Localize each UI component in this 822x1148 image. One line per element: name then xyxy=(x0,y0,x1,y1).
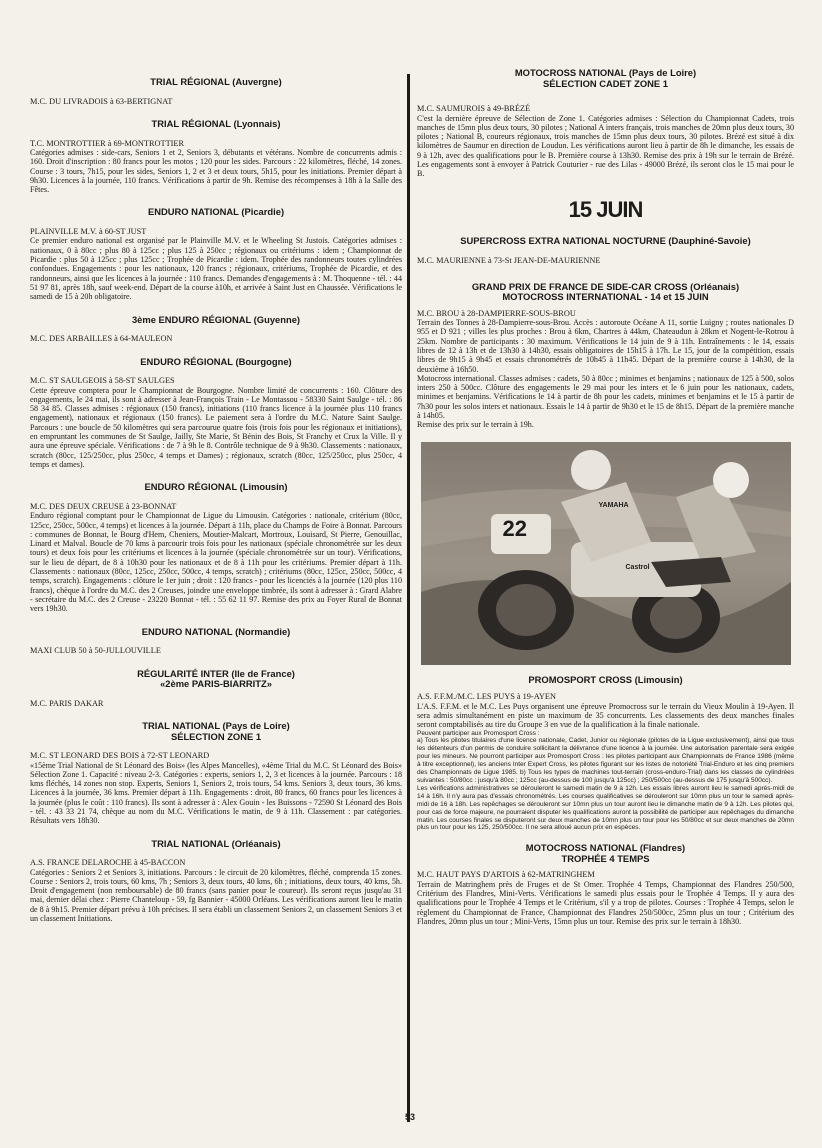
event-section xyxy=(30,207,402,301)
sponsor-label-1: YAMAHA xyxy=(598,501,629,509)
section-supercross xyxy=(417,236,794,266)
left-column xyxy=(30,68,402,923)
section-body: L'A.S. F.F.M. et le M.C. Les Puys organisent une épreuve Promocross sur le terrain du Vieux Moulin à 19-Ayen. Il sera admis simultanément en piste un maximum de 35 concurrents. Les classements des deux manches finales seront comptabilisés au tire du Groupe 3 en vue de la qualification à la finale nationale. xyxy=(417,701,794,730)
club-line: M.C. BROU à 28-DAMPIERRE-SOUS-BROU xyxy=(417,308,576,318)
club-line: PLAINVILLE M.V. à 60-ST JUST xyxy=(30,226,147,236)
club-line: M.C. ST LEONARD DES BOIS à 72-ST LEONARD xyxy=(30,751,210,760)
section-heading: ENDURO RÉGIONAL (Bourgogne) xyxy=(140,355,292,367)
club-line: T.C. MONTROTTIER à 69-MONTROTTIER xyxy=(30,138,185,148)
section-body-3: Remise des prix sur le terrain à 19h. xyxy=(417,420,534,430)
event-section xyxy=(30,77,402,106)
section-heading: ENDURO NATIONAL (Normandie) xyxy=(141,625,291,637)
club-line: M.C. SAUMUROIS à 49-BRÉZÉ xyxy=(417,104,531,113)
section-grand-prix xyxy=(417,282,794,430)
section-body-2: Motocross international. Classes admises : cadets, 50 à 80cc ; minimes et benjamins ; nationaux de 125 à 500, solos inters 250 à 500cc. Clôture des engagements le 29 mai pour les inters et le 6 juin pour les nationaux, cadets, minimes et benjamins. Vérifications le 14 à partir de 8h pour les cadets, minimes et benjamins et le 15 à partir de 7h30 pour les solos inters et nationaux. Essais le 14 à partir de 9h30 et le 15 de 8h15. Départ de la première manche à 14h05. xyxy=(417,373,794,421)
event-section xyxy=(30,357,402,470)
section-heading: TRIAL NATIONAL (Orléanais) xyxy=(151,837,281,849)
section-heading: MOTOCROSS NATIONAL (Flandres) TROPHÉE 4 TEMPS xyxy=(525,842,686,864)
date-heading: 15 JUIN xyxy=(568,196,643,222)
section-body: «15ème Trial National de St Léonard des Bois» (les Alpes Mancelles), «4ème Trial du M.C. St Léonard des Bois» Sélection Zone 1. Capacité : niveau 2-3. Catégories : experts, seniors 1, 2, 3 et licences à la journée. Parcours : 18 kms fléchés, 14 zones non stop. Experts, Seniors 1, Seniors 2, trois tours, 54 kms. Seniors 3, deux tours, 36 kms. Licences à la journée, 36 kms. Premier départ à 11h. Engagements : droit, 80 francs, 60 francs pour les licences à la journée (plus le coût : 110 francs). Ils sont à adresser à : Alex Gouin - les Buissons - 72590 St Léonard des Bois - tél. : 43 33 21 74, chèque au nom du M.C. Vérifications le matin, de 9 à 11h. Classement : par catégories. Résultats vers 18h30. xyxy=(30,760,402,826)
section-body: Terrain de Matringhem près de Fruges et de St Omer. Trophée 4 Temps, Championnat des Flandres 250/500, Critérium des Flandres, Mini-Verts. Vérifications le samedi plus essais pour le Trophée 4 Temps. Il y aura des qualifications pour le Trophée 4 Temps et le Critérium, s'il y a trop de pilotes. Courses : Trophée 4 Temps, selon le règlement du Championnat de France, Championnat des Flandres 250/500cc, 25mn plus un tour ; Critérium des Flandres, 20mn plus un tour ; Mini-Verts, 15mn plus un tour. Remise des prix sur le terrain à 18h30. xyxy=(417,879,794,926)
club-line: A.S. F.F.M./M.C. LES PUYS à 19-AYEN xyxy=(417,692,556,702)
event-section xyxy=(30,627,402,656)
event-section xyxy=(30,119,402,194)
club-line: M.C. ST SAULGEOIS à 58-ST SAULGES xyxy=(30,376,175,386)
club-line: M.C. HAUT PAYS D'ARTOIS à 62-MATRINGHEM xyxy=(417,870,595,880)
section-heading: SUPERCROSS EXTRA NATIONAL NOCTURNE (Dauphiné-Savoie) xyxy=(460,234,751,246)
club-line: M.C. PARIS DAKAR xyxy=(30,698,104,708)
club-line: MAXI CLUB 50 à 50-JULLOUVILLE xyxy=(30,646,161,655)
section-heading: 3ème ENDURO RÉGIONAL (Guyenne) xyxy=(131,313,301,325)
section-body: Catégories : Seniors 2 et Seniors 3, initiations. Parcours : le circuit de 20 kilomètres, fléché, comprenda 15 zones. Course : Seniors 2, trois tours, 60 kms, 7h ; Seniors 3, deux tours, 40 kms, 6h ; initiations, deux tours, 40 kms, 5h. Droit d'engagement (non remboursable) de 80 francs (sans panier pour le coureur). Ils seront reçus jusqu'au 31 mai, dernier délai chez : Pierre Chanteloup - 59, fg Bannier - 45000 Orléans. Les vérifications auront lieu le matin de 8 à 9h15. Premier départ prévu à 10h précises. Il sera établi un classement Seniors 2, un classement Seniors 3 et un classement Initiations. xyxy=(30,867,402,924)
section-heading: ENDURO RÉGIONAL (Limousin) xyxy=(144,481,288,493)
event-section xyxy=(30,315,402,344)
sidecar-photo-illustration xyxy=(421,442,791,665)
section-heading: GRAND PRIX DE FRANCE DE SIDE-CAR CROSS (Orléanais) MOTOCROSS INTERNATIONAL - 14 et 15 JUIN xyxy=(471,280,740,303)
right-column xyxy=(417,68,794,926)
section-motocross-flandres xyxy=(417,843,794,926)
section-heading: ENDURO NATIONAL (Picardie) xyxy=(147,206,285,218)
club-line: M.C. DES ARBAILLES à 64-MAULEON xyxy=(30,334,173,344)
page-number: 53 xyxy=(405,1112,416,1122)
club-line: M.C. MAURIENNE à 73-St JEAN-DE-MAURIENNE xyxy=(417,256,601,266)
sidecar-photo xyxy=(421,442,791,665)
section-heading: TRIAL RÉGIONAL (Auvergne) xyxy=(150,76,282,87)
section-fine-print-3: Les vérifications administratives se dérouleront le samedi matin de 9 à 12h. Les essais libres auront lieu le samedi après-midi de 14 à 16h. Il n'y aura pas d'essais chronométrés. Les courses qualificatives se dérouleront sur 10mn plus un tour le samedi après-midi de 16 à 18h. Les repêchages se dérouleront sur 10mn plus un tour auront lieu le dimanche matin de 9 à 12h. Les pilotes qui, pour cas de force majeure, ne pourraient disputer les qualifications auront la possibilité de participer aux repêchages du dimanche matin. Les courses finales se disputeront sur deux manches de 10mn plus un tour pour les 50/80cc et sur deux manches de 20mn plus un tour pour les 125, 250/500cc. Il ne sera alloué aucun prix en espèces. xyxy=(417,784,794,832)
section-body: C'est la dernière épreuve de Sélection de Zone 1. Catégories admises : Sélection du Championnat Cadets, trois manches de 15mn plus deux tours, 30 pilotes ; National A inters français, trois manches de 20mn plus deux tours, 30 pilotes ; National B, coureurs régionaux, trois manches de 15mn plus deux tours, 30 pilotes. Brézé est situé à dix kilomètres de Saumur en direction de Loudun. Les vérifications auront lieu à partir de 8h le dimanche, les essais de 9 à 12h, avec des qualifications pour le B. Première course à 13h30. Remise des prix à 19h sur le terrain de Brézé. Les engagements sont à envoyer à Patrick Couturier - rue des Lilas - 49000 Brézé, ils seront clos le 15 mai pour le B. xyxy=(417,113,794,179)
section-body: Catégories admises : side-cars, Seniors 1 et 2, Seniors 3, débutants et vétérans. Nombre de concurrents admis : 160. Droit d'inscription : 80 francs pour les motos ; 120 pour les sides. Parcours : 22 kilomètres, fléché, 14 zones. Course : 3 tours, 7h15, pour les sides, Seniors 1, 2 et 3 et deux tours, 5h15, pour les initiations. Premier départ à 9h30. Licences à la journée, 110 francs. Vérifications à partir de 9h. Remise des récompenses à 18h à la Salle des Fêtes. xyxy=(30,148,402,195)
section-heading: PROMOSPORT CROSS (Limousin) xyxy=(528,673,683,685)
section-body: Enduro régional comptant pour le Championnat de Ligue du Limousin. Catégories : nationale, critérium (80cc, 125cc, 250cc, 500cc, 4 temps) et licences à la journée. Départ à 11h, place du Champs de Foire à Bonnat. Parcours : communes de Bonnat, le Bourg d'Hem, Cheniers, Moutier-Malcart, Mortroux, Louisard, St Pierre, Genouillac, Linard et Malval. Boucle de 70 kms à parcourir trois fois pour les nationaux (spéciale chronométrée sur les deux tours) et deux fois pour les critériums et licences à la journée (spéciale chronométrée sur un tour). Vérifications, sur le lieu de départ, de 8 à 10h30 pour les nationaux et de 8 à 11h pour les critériums. Premier départ à 11h. Classements : nationaux (80cc, 125cc, 250cc, 500cc, 4 temps, scratch) ; critériums (80cc, 125cc, 250cc, 500cc, 4 temps, scratch). Engagements : clôture le 1er juin ; droit : 120 francs - pour les licenciés à la journée (120 plus 110 francs), chèque à l'ordre du M.C. des 2 Creuses, joindre une enveloppe timbrée, ils sont à adresser à : Grard Alabre - secrétaire du M.C. des 2 Creuse - 23220 Bonnat - tél. : 55 62 11 97. Remise des prix au Foyer Rural de Bonnat vers 19h30. xyxy=(30,511,402,614)
section-heading: MOTOCROSS NATIONAL (Pays de Loire) SÉLECTION CADET ZONE 1 xyxy=(514,67,697,89)
event-section xyxy=(30,669,402,709)
section-fine-print-2: a) Tous les pilotes titulaires d'une licence nationale, Cadet, Junior ou régionale (pilotes de la Ligue exclusivement), ainsi que tous les détenteurs d'un permis de conduire sollicitant la délivrance d'une licence à la journée. Une autorisation parentale sera exigée pour les mineurs. Ne pourront participer aux Promosport Cross : les pilotes participant aux Championnats de France 1986 (même à titre exceptionnel), les anciens Inter Expert Cross, les pilotes figurant sur les listes de notoriété Trial-Enduro et les cinq premiers des Championnats de Ligue 1985. b) Tous les types de machines tout-terrain (cross-enduro-Trial) dans les classes de cylindrées suivantes : 50/80cc : jusqu'à 80cc ; 125cc (au-dessus de 100 jusqu'à 125cc) ; 250/500cc (au-dessus de 175 jusqu'à 500cc). xyxy=(417,737,794,784)
section-heading: RÉGULARITÉ INTER (Ile de France) «2ème PARIS-BIARRITZ» xyxy=(137,667,295,689)
club-line: A.S. FRANCE DELAROCHE à 45-BACCON xyxy=(30,858,186,868)
section-body: Terrain des Tonnes à 28-Dampierre-sous-Brou. Accès : autoroute Océane A 11, sortie Luigny ; routes nationales D 955 et D 921 ; villes les plus proches : Brou à 6km, Chartres à 44km, Chateaudun à 28km et Nogent-le-Rotrou à 25km. Nombre de participants : 30 maximum. Vérifications le 14 juin de 9 à 11h. Entraînements : le 14, essais libres de 12 à 13h et de 13h30 à 14h30, essais obligatoires de 15h15 à 17h. Le 15, jour de la compétition, essais libres de 9h15 à 9h45 et essais chronométrés de 10h45 à 11h45. Départ de la première course à 14h30, de la deuxième à 16h50. xyxy=(417,318,794,374)
section-body: Ce premier enduro national est organisé par le Plainville M.V. et le Wheeling St Justois. Catégories admises : nationaux, 0 à 80cc ; plus 80 à 125cc ; plus 125 à 250cc ; régionaux ou critériums : idem ; Championnat de Picardie : plus 50 à 125cc ; plus 125cc ; Trophée de Picardie : idem. Trophée des randonneurs toutes cylindrées confondues. Engagements : pour les nationaux, 120 francs ; régionaux, critériums, Trophée de Picardie, et des randonneurs, ainsi que les licences à la journée : 110 francs. Demandes d'engagements à : M. Thoquenne - tél. : 44 51 97 81, après 18h, sauf week-end. Départ de la course à10h, et arrivée à Saint Just en Chaussée. Vérifications le samedi de 15 à 20h obligatoire. xyxy=(30,236,402,302)
section-fine-print-1: Peuvent participer aux Promosport Cross : xyxy=(417,729,540,737)
race-number: 22 xyxy=(502,515,527,541)
club-line: M.C. DU LIVRADOIS à 63-BERTIGNAT xyxy=(30,96,173,106)
event-section xyxy=(30,839,402,924)
sponsor-label-2: Castrol xyxy=(625,563,650,571)
event-section xyxy=(30,482,402,613)
section-heading: TRIAL NATIONAL (Pays de Loire) SÉLECTION ZONE 1 xyxy=(142,720,290,742)
column-divider xyxy=(407,74,410,1122)
section-body: Cette épreuve comptera pour le Championnat de Bourgogne. Nombre limité de concurrents : 160. Clôture des engagements, le 24 mai, ils sont à adresser à Jean-François Train - Le Montassou - 58330 Saint Saulge - tél. : 86 58 34 85. Classes admises : régionaux (150 francs), initiations (110 francs licence à la journée plus 110 francs engagement), nationaux et régionaux (150 francs). Le paiement sera à l'ordre du M.C. Nature Saint Saulge. Parcours : une boucle de 50 kilomètres qui sera parcourue quatre fois (trois fois pour les régionaux et initiations), en empruntant les communes de St Saulge, Jailly, Ste Marie, St Bénin des Bois, St Franchy et Crux la Ville. Il y aura une épreuve spéciale. Vérifications : de 7 à 9h le 8. Contrôle technique de 9 à 9h30. Classements : nationaux, scratch (80cc, 125/250cc, plus 250cc, 4 temps et Dames) ; régionaux, scratch (80cc, 125/250cc, plus 250cc, 4 temps et dames). xyxy=(30,385,402,469)
section-promosport xyxy=(417,675,794,833)
club-line: M.C. DES DEUX CREUSE à 23-BONNAT xyxy=(30,501,177,511)
event-section xyxy=(30,721,402,826)
section-heading: TRIAL RÉGIONAL (Lyonnais) xyxy=(151,118,281,129)
section-motocross-pays-de-loire xyxy=(417,68,794,179)
